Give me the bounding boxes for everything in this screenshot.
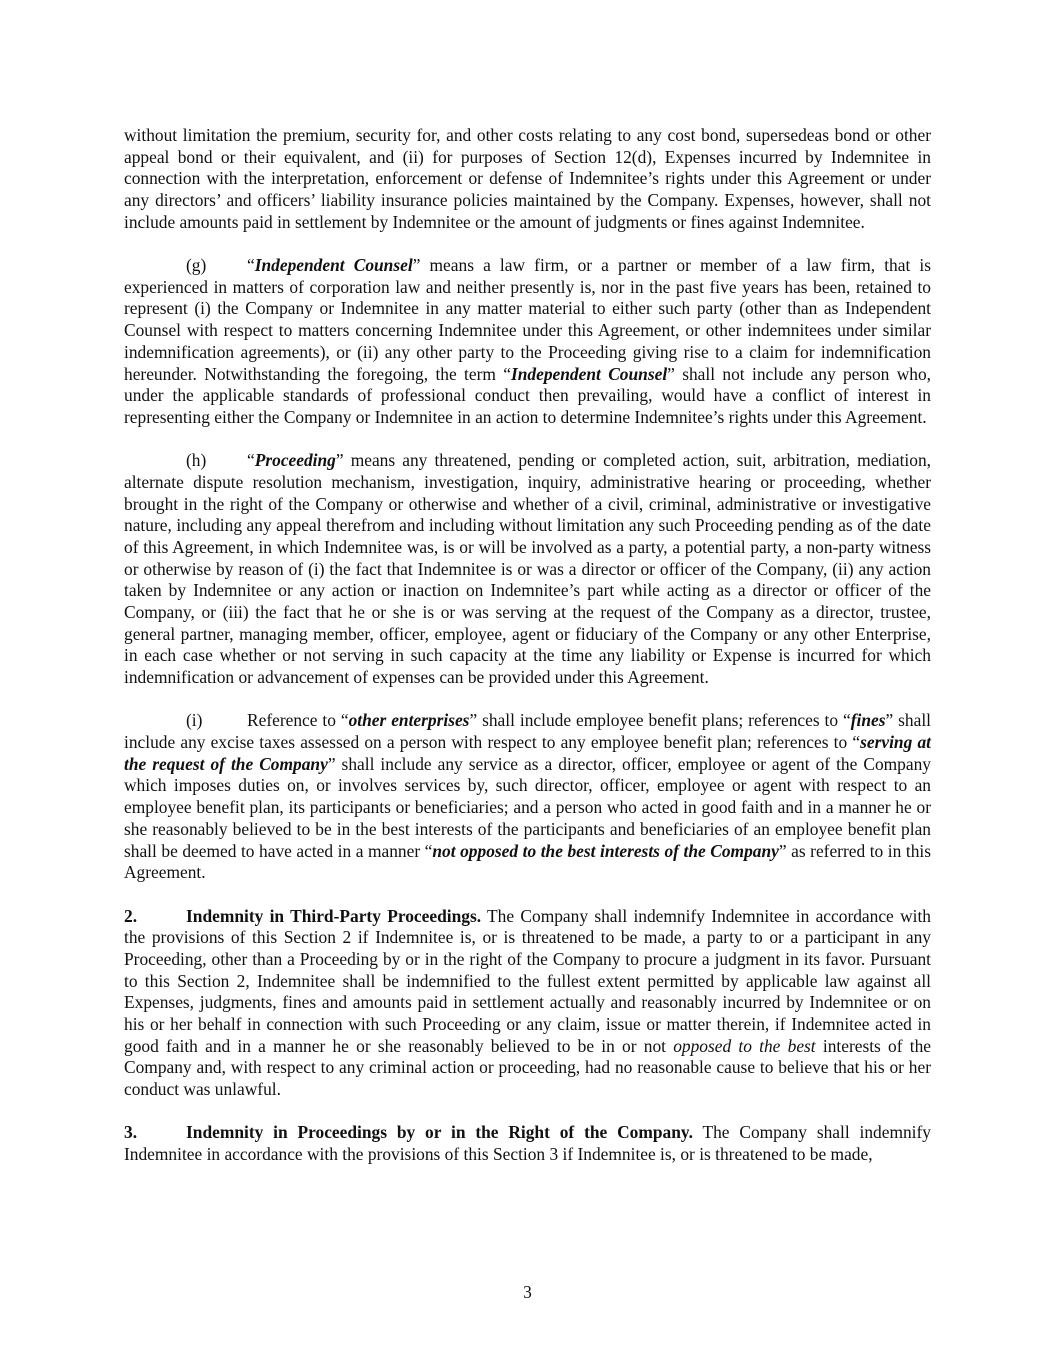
defined-term: fines (850, 710, 886, 731)
defined-term: other enterprises (348, 710, 470, 731)
paragraph-text: ” means any threatened, pending or completed action, suit, arbitration, mediation, alternate dispute resolution mechanism, investigation, inquiry, administrative hearing or proceeding, whether brought in the right of the Company or otherwise and whether of a civil, criminal, administrative or investigative nature, including any appeal therefrom and including without limitation any such Proceeding pending as of the date of this Agreement, in which Indemnitee was, is or will be involved as a party, a potential party, a non-party witness or otherwise by reason of (i) the fact that Indemnitee is or was a director or officer of the Company, (ii) any action taken by Indemnitee or any action or inaction on Indemnitee’s part while acting as a director or officer of the Company, or (iii) the fact that he or she is or was serving at the request of the Company as a director, trustee, general partner, managing member, officer, employee, agent or fiduciary of the Company or any other Enterprise, in each case whether or not serving in such capacity at the time any liability or Expense is incurred for which indemnification or advancement of expenses can be provided under this Agreement. (124, 450, 931, 688)
paragraph-label: (g) (186, 255, 207, 276)
quote-mark: “ (247, 255, 255, 276)
paragraph-text: Reference to “ (247, 710, 349, 731)
paragraph-text: ” means a law firm, or a partner or member of a law firm, that is experienced in matters of corporation law and neither presently is, nor in the past five years has been, retained to represent (i) the Company or Indemnitee in any matter material to either such party (other than as Independent Counsel with respect to matters concerning Indemnitee under this Agreement, or other indemnitees under similar indemnification agreements), or (ii) any other party to the Proceeding giving rise to a claim for indemnification hereunder. Notwithstanding the foregoing, the term “ (124, 255, 932, 384)
section-text: The Company shall indemnify Indemnitee in accordance with the provisions of this Section 2 if Indemnitee is, or is threatened to be made, a party to or a participant in any Proceeding, other than a Proceeding by or in the right of the Company to procure a judgment in its favor. Pursuant to this Section 2, Indemnitee shall be indemnified to the fullest extent permitted by applicable law against all Expenses, judgments, fines and amounts paid in settlement actually and reasonably incurred by Indemnitee or on his or her behalf in connection with such Proceeding or any claim, issue or matter therein, if Indemnitee acted in good faith and in a manner he or she reasonably believed to be in or not (124, 905, 931, 1056)
paragraph-g-independent-counsel (124, 255, 931, 429)
paragraph-label: (i) (186, 710, 203, 731)
paragraph-label: (h) (186, 450, 207, 471)
section-text: The Company shall indemnify Indemnitee in accordance with the provisions of this Section 3 if Indemnitee is, or is threatened to be made, (124, 1122, 931, 1165)
paragraph-continuation (124, 125, 931, 234)
defined-term: Proceeding (254, 450, 336, 471)
defined-term: Independent Counsel (254, 255, 413, 276)
section-3-right-of-company (124, 1122, 931, 1165)
italic-phrase: opposed to the best (673, 1035, 816, 1056)
section-2-third-party-proceedings (124, 906, 931, 1101)
paragraph-h-proceeding (124, 450, 931, 689)
section-number: 3. (124, 1122, 138, 1143)
section-text: interests of the Company and, with respect to any criminal action or proceeding, had no reasonable cause to believe that his or her conduct was unlawful. (124, 1035, 931, 1100)
defined-term: serving at the request of the Company (124, 732, 932, 774)
section-heading: Indemnity in Third-Party Proceedings. (186, 905, 482, 926)
document-body (124, 125, 931, 1187)
defined-term: Independent Counsel (510, 363, 668, 384)
paragraph-text: ” as referred to in this Agreement. (124, 840, 931, 883)
section-heading: Indemnity in Proceedings by or in the Right of the Company. (186, 1122, 693, 1143)
defined-term: not opposed to the best interests of the Company (432, 840, 779, 861)
page-number: 3 (523, 1282, 532, 1302)
paragraph-i-references (124, 710, 931, 884)
quote-mark: “ (247, 450, 255, 471)
paragraph-text: ” shall not include any person who, under the applicable standards of professional conduct then prevailing, would have a conflict of interest in representing either the Company or Indemnitee in an action to determine Indemnitee’s rights under this Agreement. (124, 363, 931, 427)
paragraph-text: ” shall include any service as a director, officer, employee or agent of the Company which imposes duties on, or involves services by, such director, officer, employee or agent with respect to an employee benefit plan, its participants or beneficiaries; and a person who acted in good faith and in a manner he or she reasonably believed to be in the best interests of the participants and beneficiaries of an employee benefit plan shall be deemed to have acted in a manner “ (124, 753, 931, 861)
section-number: 2. (124, 905, 138, 926)
paragraph-text: ” shall include any excise taxes assessed on a person with respect to any employee benefit plan; references to “ (124, 710, 931, 753)
continuation-text: without limitation the premium, security for, and other costs relating to any cost bond, supersedeas bond or other appeal bond or their equivalent, and (ii) for purposes of Section 12(d), Expenses incurred by Indemnitee in connection with the interpretation, enforcement or defense of Indemnitee’s rights under this Agreement or under any directors’ and officers’ liability insurance policies maintained by the Company. Expenses, however, shall not include amounts paid in settlement by Indemnitee or the amount of judgments or fines against Indemnitee. (124, 125, 931, 232)
paragraph-text: ” shall include employee benefit plans; references to “ (469, 710, 851, 731)
